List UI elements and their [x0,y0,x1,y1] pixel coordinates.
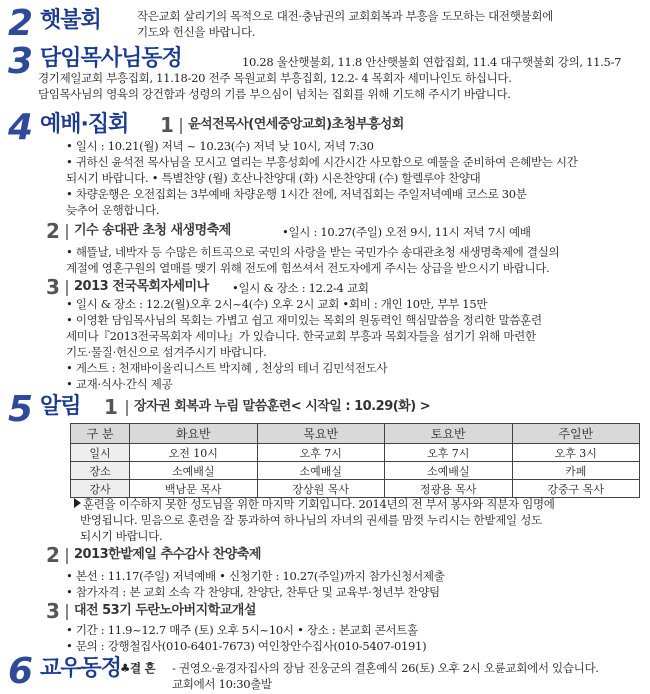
table-row [71,444,640,462]
text-line: 기도·물질·헌신으로 섬겨주시기 바랍니다. [66,345,267,359]
section-body [137,8,553,40]
text-line: • 일시 & 장소 : 12.2(월)오후 2시~4(수) 오후 2시 교회 •회비 : 개인 10만, 부부 15만 [66,297,488,311]
subsection-number: 3 [46,599,60,623]
text-line: • 이영환 담임목사님의 목회는 가볍고 쉽고 재미있는 목회의 원동력인 핵심말씀을 정리한 말씀훈련 [66,313,542,327]
section-number: 6 [8,651,34,692]
divider [66,280,68,296]
text-line: • 귀하신 윤석전 목사님을 모시고 열리는 부흥성회에 시간시간 사모함으로 예물을 준비하여 은혜받는 시간 [66,155,578,169]
table-cell: 카페 [512,462,640,480]
table-cell: 오후 7시 [385,444,513,462]
text-line: • 일시 : 10.21(월) 저녁 ~ 10.23(수) 저녁 낮 10시, 저녁 7:30 [66,139,374,153]
text-line: 되시기 바랍니다. [80,529,163,543]
text-line: • 본선 : 11.17(주일) 저녁예배 • 신청기한 : 10.27(주일)까지 참가신청서제출 [66,569,445,583]
subsection-body [74,496,555,544]
event-datetime: •일시 : 10.27(주일) 오전 9시, 11시 저녁 7시 예배 [282,225,531,239]
table-cell: 소예배실 [130,462,258,480]
subsection-title: 대전 53기 두란노아버지학교개설 [74,603,256,618]
subsection-number: 2 [46,219,60,243]
subsection-title: 2013한밭제일 추수감사 찬양축제 [74,547,261,562]
text-line: • 차량운행은 오전집회는 3부예배 차량운행 1시간 전에, 저녁집회는 주일저녁예배 코스로 30분 [66,187,527,201]
table-cell: 정광용 목사 [385,480,513,498]
table-header: 목요반 [257,424,385,444]
text-line: 훈련을 이수하지 못한 성도님을 위한 마지막 기회입니다. 2014년의 전 부서 봉사와 직분자 임명에 [83,497,555,511]
section-title: 알림 [40,394,81,419]
text-line: - 권영오·윤경자집사의 장남 진웅군의 결혼예식 26(토) 오후 2시 오륜교회에서 있습니다. [172,661,599,675]
section-number: 3 [8,41,34,82]
section-title: 교우동정 [40,656,122,681]
table-cell: 소예배실 [385,462,513,480]
subsection-body [66,568,445,600]
subsection-number: 3 [46,275,60,299]
text-line: • 교재·식사·간식 제공 [66,377,173,391]
table-cell: 백남문 목사 [130,480,258,498]
row-label: 장소 [71,462,130,480]
table-row [71,480,640,498]
section-number: 5 [8,389,34,430]
table-cell: 오후 7시 [257,444,385,462]
subsection-body [66,244,559,276]
row-label: 일시 [71,444,130,462]
text-line: 기도와 헌신을 바랍니다. [137,25,256,39]
subsection-title: 기수 송대관 초청 새생명축제 [74,223,231,238]
text-line: 계절에 영혼구원의 열매를 맺기 위해 전도에 힘쓰셔서 전도자에게 주시는 상급을 받으시기 바랍니다. [66,261,550,275]
divider [66,604,68,620]
section-title: 담임목사님동정 [40,46,182,71]
text-line: • 기간 : 11.9~12.7 매주 (토) 오후 5시~10시 • 장소 : 본교회 콘서트홀 [66,623,418,637]
row-label: 강사 [71,480,130,498]
table-cell: 장상원 목사 [257,480,385,498]
subsection-body [66,138,578,218]
divider [66,224,68,240]
text-line: 교회에서 10:30출발 [172,677,272,691]
training-schedule-table [70,423,640,498]
section-title: 예배·집회 [40,112,129,137]
subsection-body [66,622,426,654]
text-line: • 게스트 : 천재바이올리니스트 박지혜 , 천상의 테너 김민석전도사 [66,361,388,375]
wedding-label: ♣결 혼 [120,661,156,675]
table-header: 구 분 [71,424,130,444]
divider [180,118,182,134]
table-header: 화요반 [130,424,258,444]
table-header: 주일반 [512,424,640,444]
table-header: 토요반 [385,424,513,444]
divider [126,400,128,416]
section-number: 2 [8,3,34,44]
table-cell: 오후 3시 [512,444,640,462]
subsection-title: 2013 전국목회자세미나 [74,279,209,294]
text-line: • 해뜰날, 네박자 등 수많은 히트곡으로 국민의 사랑을 받는 국민가수 송대관초청 새생명축제에 결실의 [66,245,560,259]
text-line: 경기제일교회 부흥집회, 11.18-20 전주 목원교회 부흥집회, 12.2- 4 목회자 세미나인도 하십니다. [38,71,512,85]
table-row [71,462,640,480]
subsection-body [66,296,542,392]
text-line-with-bullet [74,496,555,512]
subsection-title: 장자권 회복과 누림 말씀훈련< 시작일 : 10.29(화) > [134,399,431,414]
text-line: 늦추어 운행합니다. [66,203,160,217]
section-number: 4 [8,107,34,148]
text-line: 10.28 울산햇불회, 11.8 안산햇불회 연합집회, 11.4 대구햇불회 강의, 11.5-7 [242,55,622,69]
text-line: 반영됩니다. 믿음으로 훈련을 잘 통과하여 하나님의 자녀의 권세를 맘껏 누리시는 한밭제일 성도 [80,513,542,527]
text-line: • 문의 : 강행철집사(010-6401-7673) 여인창안수집사(010-5407-0191) [66,639,427,653]
subsection-number: 2 [46,543,60,567]
table-cell: 오전 10시 [130,444,258,462]
triangle-bullet-icon [74,498,81,508]
table-cell: 소예배실 [257,462,385,480]
text-line: 작은교회 살리기의 목적으로 대전·충남권의 교회회복과 부흥을 도모하는 대전햇불회에 [137,9,553,23]
divider [66,548,68,564]
subsection-number: 1 [104,395,118,419]
text-line: • 참가자격 : 본 교회 소속 각 찬양대, 찬양단, 찬투단 및 교육부·청년부 찬양팀 [66,585,440,599]
section-title: 햇불회 [40,8,101,33]
text-line: 되시기 바랍니다. • 특별찬양 (월) 호산나찬양대 (화) 시온찬양대 (수) 할렐루야 찬양대 [66,171,481,185]
subsection-title: 윤석전목사(연세중앙교회)초청부흥성회 [188,117,404,132]
event-date-place: •일시 & 장소 : 12.2-4 교회 [232,281,369,295]
table-cell: 강중구 목사 [512,480,640,498]
text-line: 담임목사님의 영육의 강건함과 성령의 기름 부으심이 넘치는 집회를 위해 기도해 주시기 바랍니다. [38,87,511,101]
subsection-number: 1 [160,113,174,137]
text-line: 세미나『2013전국목회자 세미나』가 있습니다. 한국교회 부흥과 목회자들을 섬기기 위해 마련한 [66,329,536,343]
table-header-row [71,424,640,444]
